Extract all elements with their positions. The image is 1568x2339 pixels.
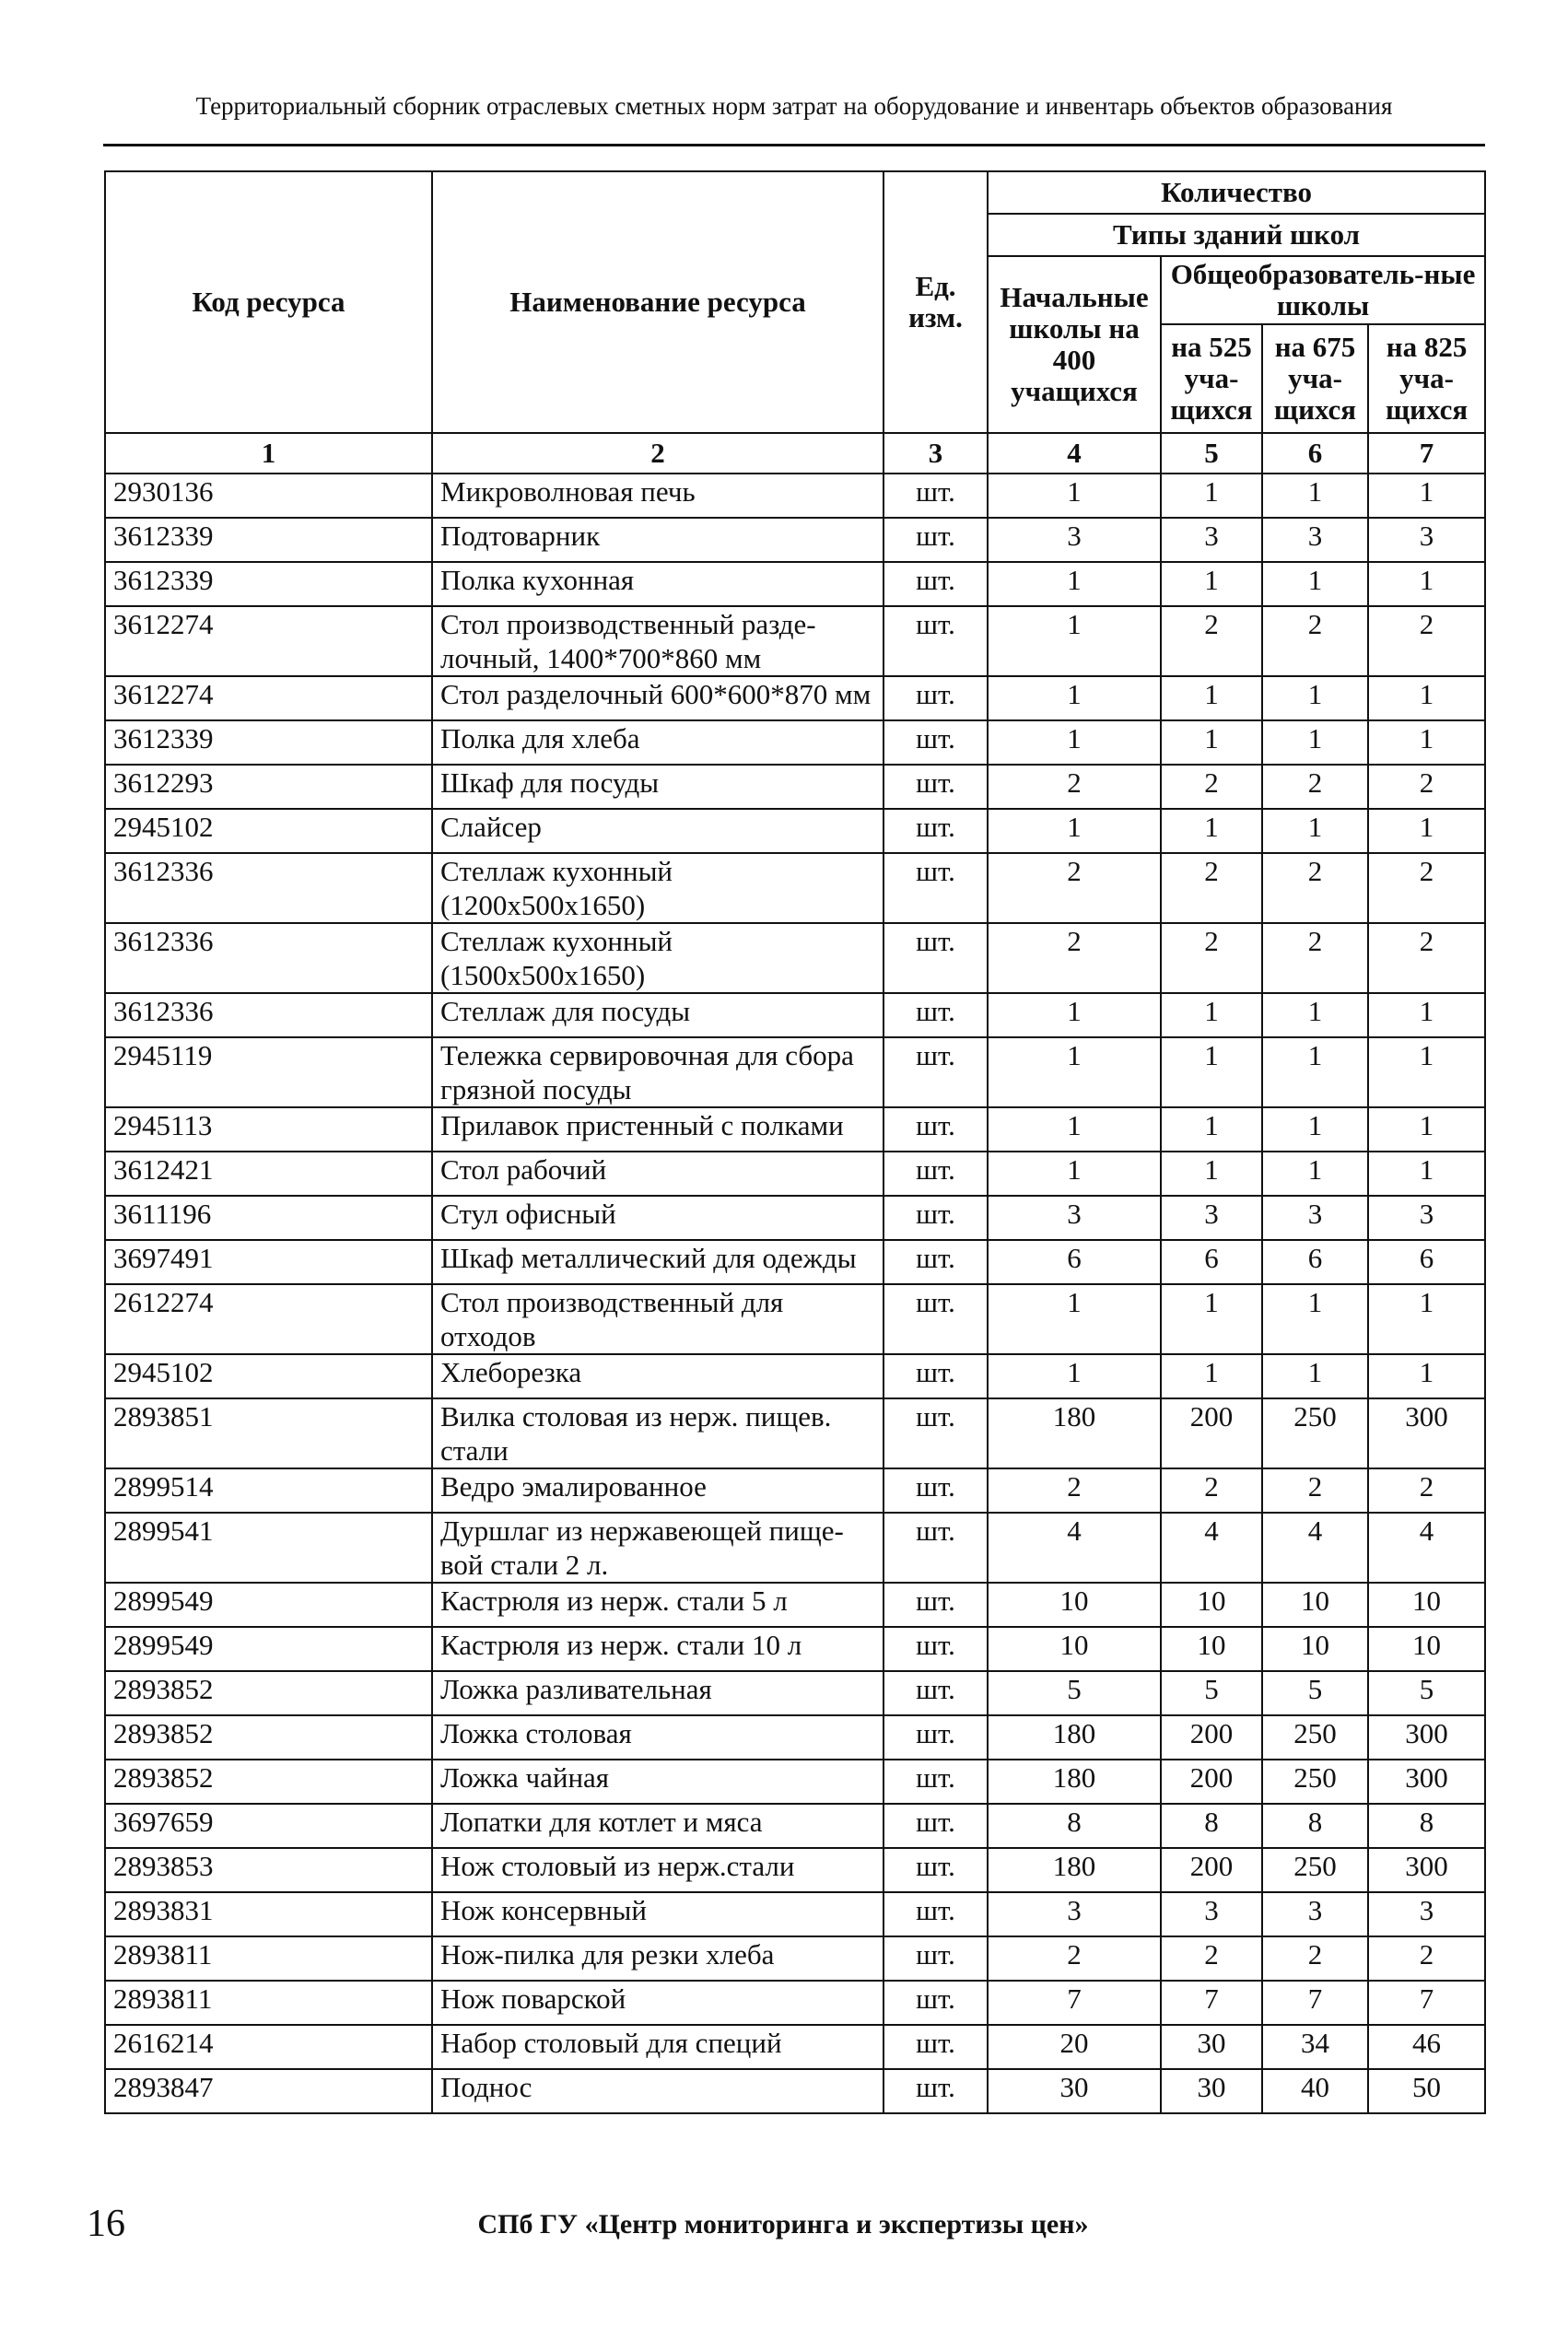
resource-name: Подтоварник bbox=[432, 518, 883, 562]
resource-code: 2899549 bbox=[105, 1627, 432, 1671]
qty-675: 3 bbox=[1262, 518, 1368, 562]
resource-code: 2893831 bbox=[105, 1892, 432, 1936]
column-number: 5 bbox=[1161, 433, 1262, 474]
unit: шт. bbox=[883, 518, 988, 562]
resource-name: Нож поварской bbox=[432, 1981, 883, 2025]
qty-675: 2 bbox=[1262, 765, 1368, 809]
qty-525: 30 bbox=[1161, 2069, 1262, 2113]
header-general-schools: Общеобразователь-ные школы bbox=[1161, 256, 1485, 324]
qty-525: 2 bbox=[1161, 923, 1262, 993]
qty-675: 5 bbox=[1262, 1671, 1368, 1715]
resource-name: Ведро эмалированное bbox=[432, 1468, 883, 1513]
table-row bbox=[105, 1037, 1485, 1107]
qty-primary-400: 180 bbox=[988, 1715, 1161, 1760]
table-row bbox=[105, 1583, 1485, 1627]
unit: шт. bbox=[883, 1152, 988, 1196]
table-row bbox=[105, 1354, 1485, 1398]
qty-825: 300 bbox=[1368, 1848, 1485, 1892]
unit: шт. bbox=[883, 1107, 988, 1152]
resource-name: Стол производственный разде-лочный, 1400*700*860 мм bbox=[432, 606, 883, 676]
resource-name: Шкаф для посуды bbox=[432, 765, 883, 809]
table-row bbox=[105, 676, 1485, 720]
qty-825: 1 bbox=[1368, 474, 1485, 518]
table-row bbox=[105, 1671, 1485, 1715]
qty-525: 4 bbox=[1161, 1513, 1262, 1583]
resource-code: 2893811 bbox=[105, 1981, 432, 2025]
qty-825: 1 bbox=[1368, 1354, 1485, 1398]
qty-primary-400: 4 bbox=[988, 1513, 1161, 1583]
qty-675: 3 bbox=[1262, 1196, 1368, 1240]
qty-825: 46 bbox=[1368, 2025, 1485, 2069]
qty-675: 2 bbox=[1262, 1468, 1368, 1513]
qty-825: 1 bbox=[1368, 562, 1485, 606]
qty-675: 250 bbox=[1262, 1848, 1368, 1892]
unit: шт. bbox=[883, 1804, 988, 1848]
qty-825: 2 bbox=[1368, 1468, 1485, 1513]
unit: шт. bbox=[883, 2025, 988, 2069]
qty-primary-400: 1 bbox=[988, 676, 1161, 720]
qty-primary-400: 180 bbox=[988, 1848, 1161, 1892]
unit: шт. bbox=[883, 606, 988, 676]
resource-code: 2893852 bbox=[105, 1760, 432, 1804]
qty-825: 2 bbox=[1368, 1936, 1485, 1981]
table-row bbox=[105, 993, 1485, 1037]
column-number-row bbox=[105, 433, 1485, 474]
table-row bbox=[105, 1240, 1485, 1284]
qty-675: 1 bbox=[1262, 562, 1368, 606]
table-row bbox=[105, 2069, 1485, 2113]
unit: шт. bbox=[883, 1627, 988, 1671]
qty-primary-400: 2 bbox=[988, 853, 1161, 923]
unit: шт. bbox=[883, 1715, 988, 1760]
qty-525: 2 bbox=[1161, 1936, 1262, 1981]
qty-825: 1 bbox=[1368, 1284, 1485, 1354]
header-525: на 525 уча-щихся bbox=[1161, 324, 1262, 433]
qty-primary-400: 10 bbox=[988, 1583, 1161, 1627]
qty-825: 2 bbox=[1368, 923, 1485, 993]
column-number: 4 bbox=[988, 433, 1161, 474]
unit: шт. bbox=[883, 1284, 988, 1354]
qty-primary-400: 1 bbox=[988, 474, 1161, 518]
qty-675: 1 bbox=[1262, 720, 1368, 765]
qty-525: 1 bbox=[1161, 1354, 1262, 1398]
qty-675: 4 bbox=[1262, 1513, 1368, 1583]
resource-code: 3697491 bbox=[105, 1240, 432, 1284]
header-825: на 825 уча-щихся bbox=[1368, 324, 1485, 433]
qty-525: 1 bbox=[1161, 1037, 1262, 1107]
resource-name: Стеллаж для посуды bbox=[432, 993, 883, 1037]
unit: шт. bbox=[883, 853, 988, 923]
resource-name: Ложка столовая bbox=[432, 1715, 883, 1760]
footer-organization: СПб ГУ «Центр мониторинга и экспертизы цен» bbox=[477, 2209, 1089, 2240]
qty-675: 6 bbox=[1262, 1240, 1368, 1284]
qty-825: 1 bbox=[1368, 809, 1485, 853]
qty-675: 2 bbox=[1262, 923, 1368, 993]
qty-825: 1 bbox=[1368, 1037, 1485, 1107]
table-row bbox=[105, 1715, 1485, 1760]
unit: шт. bbox=[883, 765, 988, 809]
qty-primary-400: 1 bbox=[988, 562, 1161, 606]
resource-code: 2930136 bbox=[105, 474, 432, 518]
qty-825: 2 bbox=[1368, 765, 1485, 809]
document-header: Территориальный сборник отраслевых сметных норм затрат на оборудование и инвентарь объектов образования bbox=[195, 92, 1393, 120]
resource-name: Стол производственный для отходов bbox=[432, 1284, 883, 1354]
unit: шт. bbox=[883, 1760, 988, 1804]
qty-525: 10 bbox=[1161, 1627, 1262, 1671]
qty-825: 2 bbox=[1368, 853, 1485, 923]
qty-primary-400: 1 bbox=[988, 606, 1161, 676]
qty-primary-400: 180 bbox=[988, 1398, 1161, 1468]
unit: шт. bbox=[883, 1468, 988, 1513]
resource-name: Вилка столовая из нерж. пищев. стали bbox=[432, 1398, 883, 1468]
qty-525: 2 bbox=[1161, 606, 1262, 676]
column-number: 6 bbox=[1262, 433, 1368, 474]
qty-primary-400: 5 bbox=[988, 1671, 1161, 1715]
qty-525: 2 bbox=[1161, 853, 1262, 923]
resource-code: 2616214 bbox=[105, 2025, 432, 2069]
qty-primary-400: 3 bbox=[988, 518, 1161, 562]
unit: шт. bbox=[883, 993, 988, 1037]
qty-primary-400: 20 bbox=[988, 2025, 1161, 2069]
resource-code: 2945119 bbox=[105, 1037, 432, 1107]
resource-name: Шкаф металлический для одежды bbox=[432, 1240, 883, 1284]
table-row bbox=[105, 853, 1485, 923]
qty-primary-400: 2 bbox=[988, 1468, 1161, 1513]
resource-name: Тележка сервировочная для сбора грязной посуды bbox=[432, 1037, 883, 1107]
qty-675: 1 bbox=[1262, 1037, 1368, 1107]
header-unit: Ед. изм. bbox=[883, 171, 988, 433]
qty-675: 3 bbox=[1262, 1892, 1368, 1936]
resource-code: 3612274 bbox=[105, 606, 432, 676]
table-row bbox=[105, 1627, 1485, 1671]
table-row bbox=[105, 1804, 1485, 1848]
resource-name: Поднос bbox=[432, 2069, 883, 2113]
table-row bbox=[105, 474, 1485, 518]
table-row bbox=[105, 1760, 1485, 1804]
resource-name: Стул офисный bbox=[432, 1196, 883, 1240]
qty-primary-400: 1 bbox=[988, 1152, 1161, 1196]
resource-code: 2893852 bbox=[105, 1671, 432, 1715]
column-number: 1 bbox=[105, 433, 432, 474]
qty-primary-400: 1 bbox=[988, 1107, 1161, 1152]
table-row bbox=[105, 1107, 1485, 1152]
qty-primary-400: 1 bbox=[988, 809, 1161, 853]
resource-name: Прилавок пристенный с полками bbox=[432, 1107, 883, 1152]
qty-primary-400: 1 bbox=[988, 993, 1161, 1037]
qty-primary-400: 180 bbox=[988, 1760, 1161, 1804]
qty-525: 1 bbox=[1161, 809, 1262, 853]
unit: шт. bbox=[883, 1240, 988, 1284]
qty-525: 6 bbox=[1161, 1240, 1262, 1284]
resource-code: 2893811 bbox=[105, 1936, 432, 1981]
qty-825: 50 bbox=[1368, 2069, 1485, 2113]
unit: шт. bbox=[883, 1981, 988, 2025]
qty-825: 10 bbox=[1368, 1583, 1485, 1627]
resource-code: 3697659 bbox=[105, 1804, 432, 1848]
header-code: Код ресурса bbox=[105, 171, 432, 433]
resource-code: 2899541 bbox=[105, 1513, 432, 1583]
qty-825: 1 bbox=[1368, 676, 1485, 720]
qty-525: 1 bbox=[1161, 562, 1262, 606]
qty-825: 10 bbox=[1368, 1627, 1485, 1671]
column-number: 3 bbox=[883, 433, 988, 474]
unit: шт. bbox=[883, 809, 988, 853]
unit: шт. bbox=[883, 1671, 988, 1715]
table-row bbox=[105, 809, 1485, 853]
qty-675: 1 bbox=[1262, 1152, 1368, 1196]
qty-525: 2 bbox=[1161, 1468, 1262, 1513]
table-row bbox=[105, 1398, 1485, 1468]
unit: шт. bbox=[883, 676, 988, 720]
qty-675: 1 bbox=[1262, 1354, 1368, 1398]
resource-name: Дуршлаг из нержавеющей пище-вой стали 2 л. bbox=[432, 1513, 883, 1583]
resource-code: 3612421 bbox=[105, 1152, 432, 1196]
qty-primary-400: 2 bbox=[988, 923, 1161, 993]
unit: шт. bbox=[883, 1848, 988, 1892]
table-row bbox=[105, 765, 1485, 809]
resource-code: 2893851 bbox=[105, 1398, 432, 1468]
qty-825: 4 bbox=[1368, 1513, 1485, 1583]
qty-primary-400: 1 bbox=[988, 720, 1161, 765]
unit: шт. bbox=[883, 1892, 988, 1936]
resource-name: Набор столовый для специй bbox=[432, 2025, 883, 2069]
resource-code: 2893847 bbox=[105, 2069, 432, 2113]
resource-code: 3612336 bbox=[105, 993, 432, 1037]
qty-525: 5 bbox=[1161, 1671, 1262, 1715]
resource-code: 2612274 bbox=[105, 1284, 432, 1354]
qty-675: 34 bbox=[1262, 2025, 1368, 2069]
qty-525: 2 bbox=[1161, 765, 1262, 809]
qty-675: 1 bbox=[1262, 1284, 1368, 1354]
qty-675: 1 bbox=[1262, 1107, 1368, 1152]
qty-825: 1 bbox=[1368, 993, 1485, 1037]
qty-675: 250 bbox=[1262, 1760, 1368, 1804]
unit: шт. bbox=[883, 1196, 988, 1240]
resource-code: 3612336 bbox=[105, 853, 432, 923]
qty-675: 10 bbox=[1262, 1583, 1368, 1627]
qty-675: 7 bbox=[1262, 1981, 1368, 2025]
header-name: Наименование ресурса bbox=[432, 171, 883, 433]
qty-525: 30 bbox=[1161, 2025, 1262, 2069]
resource-code: 2945113 bbox=[105, 1107, 432, 1152]
qty-primary-400: 1 bbox=[988, 1284, 1161, 1354]
qty-675: 1 bbox=[1262, 676, 1368, 720]
qty-675: 2 bbox=[1262, 606, 1368, 676]
page-number: 16 bbox=[87, 2203, 125, 2245]
qty-825: 8 bbox=[1368, 1804, 1485, 1848]
resource-code: 3612293 bbox=[105, 765, 432, 809]
qty-675: 1 bbox=[1262, 993, 1368, 1037]
qty-525: 1 bbox=[1161, 1107, 1262, 1152]
qty-525: 200 bbox=[1161, 1760, 1262, 1804]
qty-825: 2 bbox=[1368, 606, 1485, 676]
qty-525: 7 bbox=[1161, 1981, 1262, 2025]
qty-825: 300 bbox=[1368, 1760, 1485, 1804]
qty-825: 300 bbox=[1368, 1715, 1485, 1760]
resource-name: Микроволновая печь bbox=[432, 474, 883, 518]
header-school-types: Типы зданий школ bbox=[988, 214, 1485, 256]
resource-code: 3612339 bbox=[105, 518, 432, 562]
resource-name: Стеллаж кухонный (1500x500x1650) bbox=[432, 923, 883, 993]
unit: шт. bbox=[883, 1398, 988, 1468]
qty-primary-400: 7 bbox=[988, 1981, 1161, 2025]
unit: шт. bbox=[883, 923, 988, 993]
resource-name: Нож консервный bbox=[432, 1892, 883, 1936]
resource-code: 2899514 bbox=[105, 1468, 432, 1513]
resource-name: Ложка разливательная bbox=[432, 1671, 883, 1715]
qty-825: 3 bbox=[1368, 518, 1485, 562]
header-675: на 675 уча-щихся bbox=[1262, 324, 1368, 433]
qty-525: 200 bbox=[1161, 1715, 1262, 1760]
resource-name: Нож столовый из нерж.стали bbox=[432, 1848, 883, 1892]
resource-name: Стол разделочный 600*600*870 мм bbox=[432, 676, 883, 720]
resource-name: Полка кухонная bbox=[432, 562, 883, 606]
unit: шт. bbox=[883, 1513, 988, 1583]
unit: шт. bbox=[883, 1583, 988, 1627]
qty-825: 5 bbox=[1368, 1671, 1485, 1715]
qty-825: 1 bbox=[1368, 1152, 1485, 1196]
unit: шт. bbox=[883, 720, 988, 765]
qty-primary-400: 2 bbox=[988, 1936, 1161, 1981]
table-row bbox=[105, 923, 1485, 993]
qty-525: 8 bbox=[1161, 1804, 1262, 1848]
table-row bbox=[105, 720, 1485, 765]
table-row bbox=[105, 1196, 1485, 1240]
qty-525: 1 bbox=[1161, 1284, 1262, 1354]
resource-name: Полка для хлеба bbox=[432, 720, 883, 765]
qty-primary-400: 1 bbox=[988, 1037, 1161, 1107]
qty-primary-400: 10 bbox=[988, 1627, 1161, 1671]
qty-primary-400: 2 bbox=[988, 765, 1161, 809]
table-row bbox=[105, 606, 1485, 676]
qty-primary-400: 3 bbox=[988, 1196, 1161, 1240]
unit: шт. bbox=[883, 2069, 988, 2113]
table-row bbox=[105, 1284, 1485, 1354]
table-body bbox=[105, 474, 1485, 2113]
unit: шт. bbox=[883, 562, 988, 606]
qty-525: 200 bbox=[1161, 1398, 1262, 1468]
resource-table bbox=[104, 170, 1486, 2114]
table-row bbox=[105, 518, 1485, 562]
resource-name: Стеллаж кухонный (1200x500x1650) bbox=[432, 853, 883, 923]
resource-name: Кастрюля из нерж. стали 10 л bbox=[432, 1627, 883, 1671]
qty-primary-400: 3 bbox=[988, 1892, 1161, 1936]
qty-525: 3 bbox=[1161, 1196, 1262, 1240]
qty-825: 6 bbox=[1368, 1240, 1485, 1284]
qty-675: 2 bbox=[1262, 1936, 1368, 1981]
resource-code: 3612274 bbox=[105, 676, 432, 720]
resource-code: 3611196 bbox=[105, 1196, 432, 1240]
resource-name: Кастрюля из нерж. стали 5 л bbox=[432, 1583, 883, 1627]
qty-525: 200 bbox=[1161, 1848, 1262, 1892]
qty-525: 1 bbox=[1161, 720, 1262, 765]
resource-name: Слайсер bbox=[432, 809, 883, 853]
resource-name: Ложка чайная bbox=[432, 1760, 883, 1804]
resource-code: 2899549 bbox=[105, 1583, 432, 1627]
qty-525: 3 bbox=[1161, 518, 1262, 562]
table-row bbox=[105, 1468, 1485, 1513]
resource-name: Хлеборезка bbox=[432, 1354, 883, 1398]
table-row bbox=[105, 2025, 1485, 2069]
table-row bbox=[105, 1936, 1485, 1981]
table-row bbox=[105, 562, 1485, 606]
header-rule bbox=[103, 144, 1485, 146]
qty-primary-400: 8 bbox=[988, 1804, 1161, 1848]
unit: шт. bbox=[883, 474, 988, 518]
table-row bbox=[105, 1513, 1485, 1583]
qty-825: 7 bbox=[1368, 1981, 1485, 2025]
qty-675: 8 bbox=[1262, 1804, 1368, 1848]
resource-name: Стол рабочий bbox=[432, 1152, 883, 1196]
unit: шт. bbox=[883, 1354, 988, 1398]
qty-primary-400: 1 bbox=[988, 1354, 1161, 1398]
column-number: 7 bbox=[1368, 433, 1485, 474]
resource-code: 2893853 bbox=[105, 1848, 432, 1892]
table-row bbox=[105, 1981, 1485, 2025]
qty-675: 10 bbox=[1262, 1627, 1368, 1671]
unit: шт. bbox=[883, 1037, 988, 1107]
qty-825: 3 bbox=[1368, 1196, 1485, 1240]
qty-primary-400: 6 bbox=[988, 1240, 1161, 1284]
qty-825: 300 bbox=[1368, 1398, 1485, 1468]
qty-primary-400: 30 bbox=[988, 2069, 1161, 2113]
unit: шт. bbox=[883, 1936, 988, 1981]
column-number: 2 bbox=[432, 433, 883, 474]
header-quantity: Количество bbox=[988, 171, 1485, 214]
qty-675: 2 bbox=[1262, 853, 1368, 923]
qty-525: 10 bbox=[1161, 1583, 1262, 1627]
table-row bbox=[105, 1848, 1485, 1892]
resource-code: 3612336 bbox=[105, 923, 432, 993]
resource-code: 2893852 bbox=[105, 1715, 432, 1760]
qty-525: 1 bbox=[1161, 1152, 1262, 1196]
header-primary-schools: Начальные школы на 400 учащихся bbox=[988, 256, 1161, 433]
qty-825: 1 bbox=[1368, 1107, 1485, 1152]
resource-code: 3612339 bbox=[105, 720, 432, 765]
table-header bbox=[105, 171, 1485, 474]
table-row bbox=[105, 1892, 1485, 1936]
resource-name: Нож-пилка для резки хлеба bbox=[432, 1936, 883, 1981]
qty-675: 1 bbox=[1262, 809, 1368, 853]
qty-675: 40 bbox=[1262, 2069, 1368, 2113]
qty-825: 1 bbox=[1368, 720, 1485, 765]
qty-525: 3 bbox=[1161, 1892, 1262, 1936]
qty-675: 1 bbox=[1262, 474, 1368, 518]
qty-825: 3 bbox=[1368, 1892, 1485, 1936]
resource-name: Лопатки для котлет и мяса bbox=[432, 1804, 883, 1848]
resource-code: 2945102 bbox=[105, 1354, 432, 1398]
qty-525: 1 bbox=[1161, 993, 1262, 1037]
qty-675: 250 bbox=[1262, 1398, 1368, 1468]
resource-code: 2945102 bbox=[105, 809, 432, 853]
qty-525: 1 bbox=[1161, 676, 1262, 720]
table-row bbox=[105, 1152, 1485, 1196]
resource-code: 3612339 bbox=[105, 562, 432, 606]
qty-525: 1 bbox=[1161, 474, 1262, 518]
qty-675: 250 bbox=[1262, 1715, 1368, 1760]
